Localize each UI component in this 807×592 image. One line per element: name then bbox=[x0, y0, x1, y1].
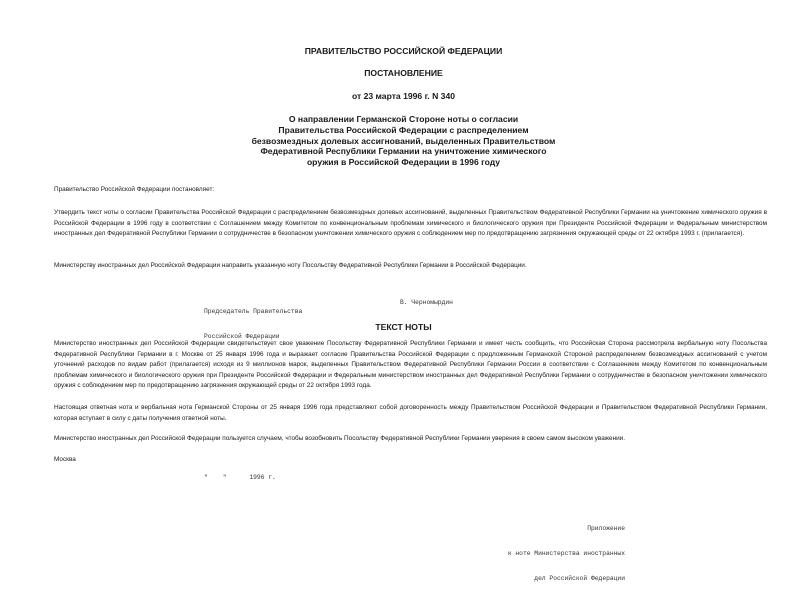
note-date-line: " " 1996 г. bbox=[204, 474, 276, 481]
note-city: Москва bbox=[54, 456, 76, 463]
title-line: О направлении Германской Стороне ноты о согласии bbox=[288, 114, 519, 124]
government-heading: ПРАВИТЕЛЬСТВО РОССИЙСКОЙ ФЕДЕРАЦИИ bbox=[304, 46, 503, 56]
title-line: Федеративной Республики Германии на уничтожение химического bbox=[260, 146, 547, 157]
appendix-block bbox=[470, 508, 625, 592]
doc-type-heading: ПОСТАНОВЛЕНИЕ bbox=[364, 68, 443, 78]
decree-paragraph-1: Утвердить текст ноты о согласии Правительства Российской Федерации с распределением безвозмездных долевых ассигнований, выделенных Правительством Федеративной Республики Германии на уничтожение химического оружия в Российской Федерации в 1996 году в соответствии с Соглашением между Комитетом по конвенциональным проблемам химического и биологического оружия при Президенте Российской Федерации и Федеральным министерством иностранных дел Федеративной Республики Германии о сотрудничестве в безопасном уничтожении химического оружия с соблюдением мер по предотвращению загрязнения окружающей среды от 22 октября 1993 г. (прилагается). bbox=[54, 209, 767, 238]
document-title bbox=[150, 114, 657, 168]
note-paragraph-1: Министерство иностранных дел Российской Федерации свидетельствует свое уважение Посольству Федеративной Республики Германии и имеет честь сообщить, что Российская Сторона рассмотрела вербальную ноту Посольства Федеративной Республики Германии в г. Москве от 25 января 1996 года и выражает согласие Правительства Российской Федерации с предложенным Германской Стороной распределением безвозмездных ассигнований с учетом уточнений расходов по видам работ (прилагается) исходя из 9 миллионов марок, выделенных Правительством Федеративной Республики Германии России в соответствии с Соглашением между Комитетом по конвенциональным проблемам химического и биологического оружия при Президенте Российской Федерации и Федеральным министерством иностранных дел Федеративной Республики Германии о сотрудничестве в безопасном уничтожении химического оружия с соблюдением мер по предотвращению загрязнения окружающей среды от 22 октября 1993 года. bbox=[54, 340, 767, 390]
signature-name: В. Черномырдин bbox=[400, 299, 453, 306]
appendix-line: Приложение bbox=[587, 524, 625, 532]
note-paragraph-2: Настоящая ответная нота и вербальная нота Германской Стороны от 25 января 1996 года представляют собой договоренность между Правительством Российской Федерации и Правительством Федеративной Республики Германии, которая вступает в силу с даты получения ответной ноты. bbox=[54, 404, 767, 422]
decree-paragraph-2: Министерству иностранных дел Российской Федерации направить указанную ноту Посольству Федеративной Республики Германии в Российской Федерации. bbox=[54, 262, 527, 269]
title-line: оружия в Российской Федерации в 1996 году bbox=[306, 157, 501, 168]
date-number: от 23 марта 1996 г. N 340 bbox=[351, 91, 456, 101]
appendix-line: к ноте Министерства иностранных bbox=[507, 550, 625, 558]
note-paragraph-3: Министерство иностранных дел Российской Федерации пользуется случаем, чтобы возобновить Посольству Федеративной Республики Германии уверения в своем самом высоком уважении. bbox=[54, 435, 626, 442]
title-line: безвозмездных долевых ассигнований, выделенных Правительством bbox=[251, 135, 556, 146]
intro-paragraph: Правительство Российской Федерации постановляет: bbox=[54, 186, 215, 193]
signature-title-line: Российской Федерации bbox=[204, 333, 280, 341]
appendix-line: дел Российской Федерации bbox=[534, 575, 625, 583]
title-line: Правительства Российской Федерации с распределением bbox=[278, 124, 529, 135]
note-heading: ТЕКСТ НОТЫ bbox=[375, 322, 432, 332]
signature-title-line: Председатель Правительства bbox=[204, 307, 303, 315]
